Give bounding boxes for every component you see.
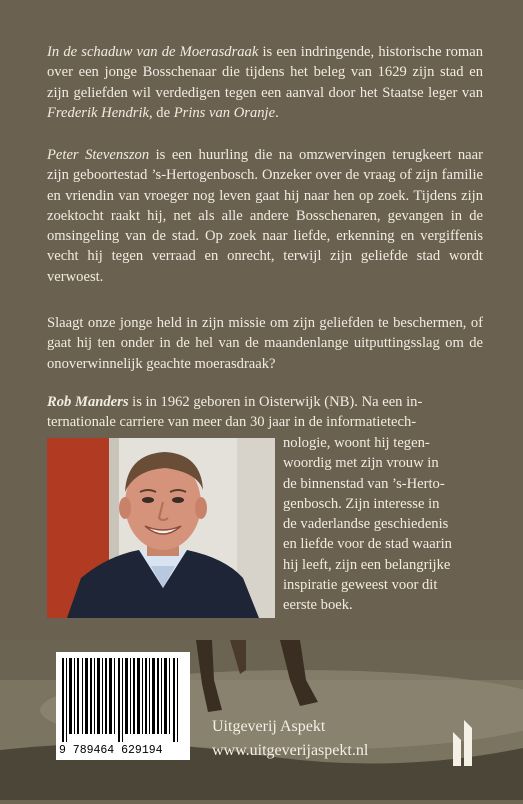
- bio-side-column: [283, 433, 485, 616]
- bio-line: eerste boek.: [283, 597, 353, 614]
- bio-line: inspiratie geweest voor dit: [283, 577, 438, 594]
- barcode: [56, 652, 190, 760]
- bio-line: de binnenstad van ’s-Herto-: [283, 475, 445, 492]
- bio-line: genbosch. Zijn interesse in: [283, 495, 440, 512]
- blurb-text: , de: [149, 104, 174, 121]
- publisher-block: [212, 715, 368, 763]
- blurb-text: is een indringende, historische roman over een jonge Bosschenaar die tijdens het beleg van 1629 zijn stad en zijn geliefden wil verdedigen tegen een aanval door het Staatse leger van: [47, 44, 484, 101]
- bio-line: nologie, woont hij tegen-: [283, 435, 430, 451]
- publisher-url: www.uitgeverijaspekt.nl: [212, 742, 369, 759]
- author-photo: [47, 438, 275, 618]
- protagonist-name: Peter Stevenszon: [47, 147, 150, 163]
- bio-line: en liefde voor de stad waarin: [283, 536, 452, 553]
- blurb-paragraph-1: [47, 42, 483, 123]
- author-bio: [47, 392, 483, 614]
- isbn-number: 9 789464 629194: [59, 744, 163, 757]
- blurb-paragraph-2: [47, 145, 483, 287]
- publisher-name: Uitgeverij Aspekt: [212, 718, 326, 735]
- bio-line: Rob Manders is in 1962 geboren in Oisterwijk (NB). Na een in-: [47, 394, 423, 410]
- person-name: Frederik Hendrik: [47, 104, 149, 121]
- blurb-paragraph-3: Slaagt onze jonge held in zijn missie om zijn geliefden te beschermen, of gaat hij ten onder in de hel van de maandenlange uitputtingsslag om de onoverwinnelijk geachte moerasdraak?: [47, 315, 483, 372]
- bio-line: ternationale carriere van meer dan 30 jaar in de informatietech-: [47, 414, 417, 431]
- person-name: Prins van Oranje: [173, 104, 276, 121]
- bio-line: de vaderlandse geschiedenis: [283, 516, 449, 533]
- book-title: In de schaduw van de Moerasdraak: [47, 44, 259, 60]
- bio-line: woordig met zijn vrouw in: [283, 455, 439, 472]
- bio-line: hij leeft, zijn een belangrijke: [283, 556, 451, 573]
- author-name: Rob Manders: [47, 394, 129, 410]
- publisher-logo-icon: [450, 718, 476, 768]
- blurb-text: .: [275, 104, 279, 121]
- blurb-text: is een huurling die na omzwervingen terugkeert naar zijn geboortestad ’s-Hertogenbosch. Onzeker over de vraag of zijn familie en vriendin van vroeger nog leven gaat hij naar hen op zoek. Tijdens zijn zoektocht raakt hij, net als alle andere Bosschenaren, gevangen in de omsingeling van de stad. Op zoek naar liefde, erkenning en vergiffenis vecht hij tegen verraad en onrecht, terwijl zijn geliefde stad wordt verwoest.: [47, 147, 483, 285]
